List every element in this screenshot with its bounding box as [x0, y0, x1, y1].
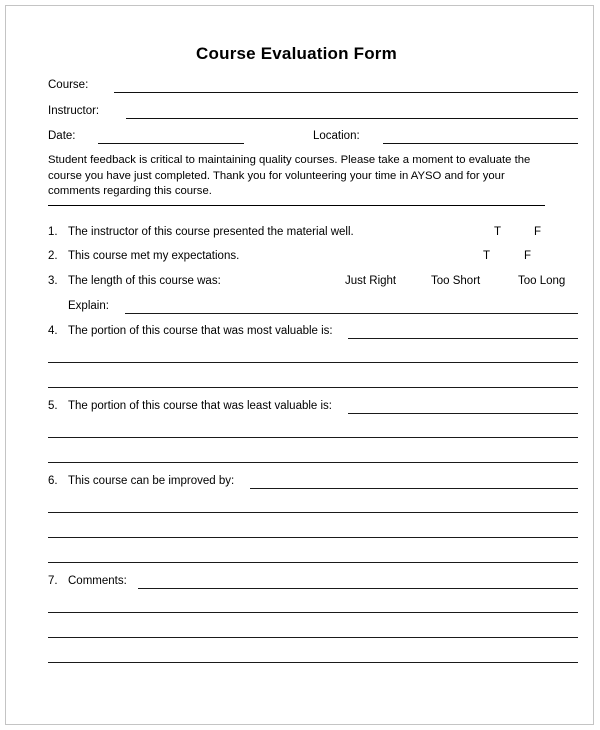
question-5-number: 5. [48, 400, 58, 412]
question-1-option-true[interactable]: T [494, 226, 502, 238]
intro-paragraph: Student feedback is critical to maintaining quality courses. Please take a moment to evaluate the course you have just completed. Thank you for volunteering your time in AYSO and for your comments regarding this course. [48, 154, 531, 198]
question-3-option-just-right[interactable]: Just Right [345, 275, 397, 287]
date-field-label: Date: [48, 130, 76, 142]
question-7-answer-line[interactable] [48, 612, 578, 613]
question-3-number: 3. [48, 275, 58, 287]
question-2-number: 2. [48, 250, 58, 262]
question-4-answer-line[interactable] [48, 362, 578, 363]
question-3-option-too-long[interactable]: Too Long [518, 275, 566, 287]
question-7-answer-line[interactable] [48, 662, 578, 663]
question-2-text: This course met my expectations. [68, 250, 240, 262]
location-field-label: Location: [313, 130, 360, 142]
course-field-input-line[interactable] [114, 92, 578, 93]
page-title: Course Evaluation Form [196, 44, 397, 63]
date-field-input-line[interactable] [98, 143, 244, 144]
instructor-field-label: Instructor: [48, 105, 100, 117]
question-3-explain-input-line[interactable] [125, 313, 578, 314]
question-1-number: 1. [48, 226, 58, 238]
question-6-answer-line-inline[interactable] [250, 488, 578, 489]
question-5-answer-line[interactable] [48, 437, 578, 438]
question-3-option-too-short[interactable]: Too Short [431, 275, 481, 287]
question-2-option-false[interactable]: F [524, 250, 532, 262]
question-5-answer-line[interactable] [48, 462, 578, 463]
question-7-number: 7. [48, 575, 58, 587]
question-7-answer-line[interactable] [48, 637, 578, 638]
question-6-answer-line[interactable] [48, 512, 578, 513]
question-6-answer-line[interactable] [48, 562, 578, 563]
section-divider [48, 205, 545, 206]
instructor-field-input-line[interactable] [126, 118, 578, 119]
location-field-input-line[interactable] [383, 143, 578, 144]
question-1-text: The instructor of this course presented the material well. [68, 226, 354, 238]
question-5-text: The portion of this course that was least valuable is: [68, 400, 333, 412]
question-6-answer-line[interactable] [48, 537, 578, 538]
question-6-number: 6. [48, 475, 58, 487]
course-field-label: Course: [48, 79, 89, 91]
question-7-text: Comments: [68, 575, 127, 587]
question-4-answer-line-inline[interactable] [348, 338, 578, 339]
question-5-answer-line-inline[interactable] [348, 413, 578, 414]
question-3-explain-label: Explain: [68, 300, 109, 312]
question-3-text: The length of this course was: [68, 275, 221, 287]
question-7-answer-line-inline[interactable] [138, 588, 578, 589]
question-6-text: This course can be improved by: [68, 475, 235, 487]
question-4-number: 4. [48, 325, 58, 337]
question-1-option-false[interactable]: F [534, 226, 542, 238]
question-4-text: The portion of this course that was most valuable is: [68, 325, 333, 337]
question-2-option-true[interactable]: T [483, 250, 491, 262]
question-4-answer-line[interactable] [48, 387, 578, 388]
